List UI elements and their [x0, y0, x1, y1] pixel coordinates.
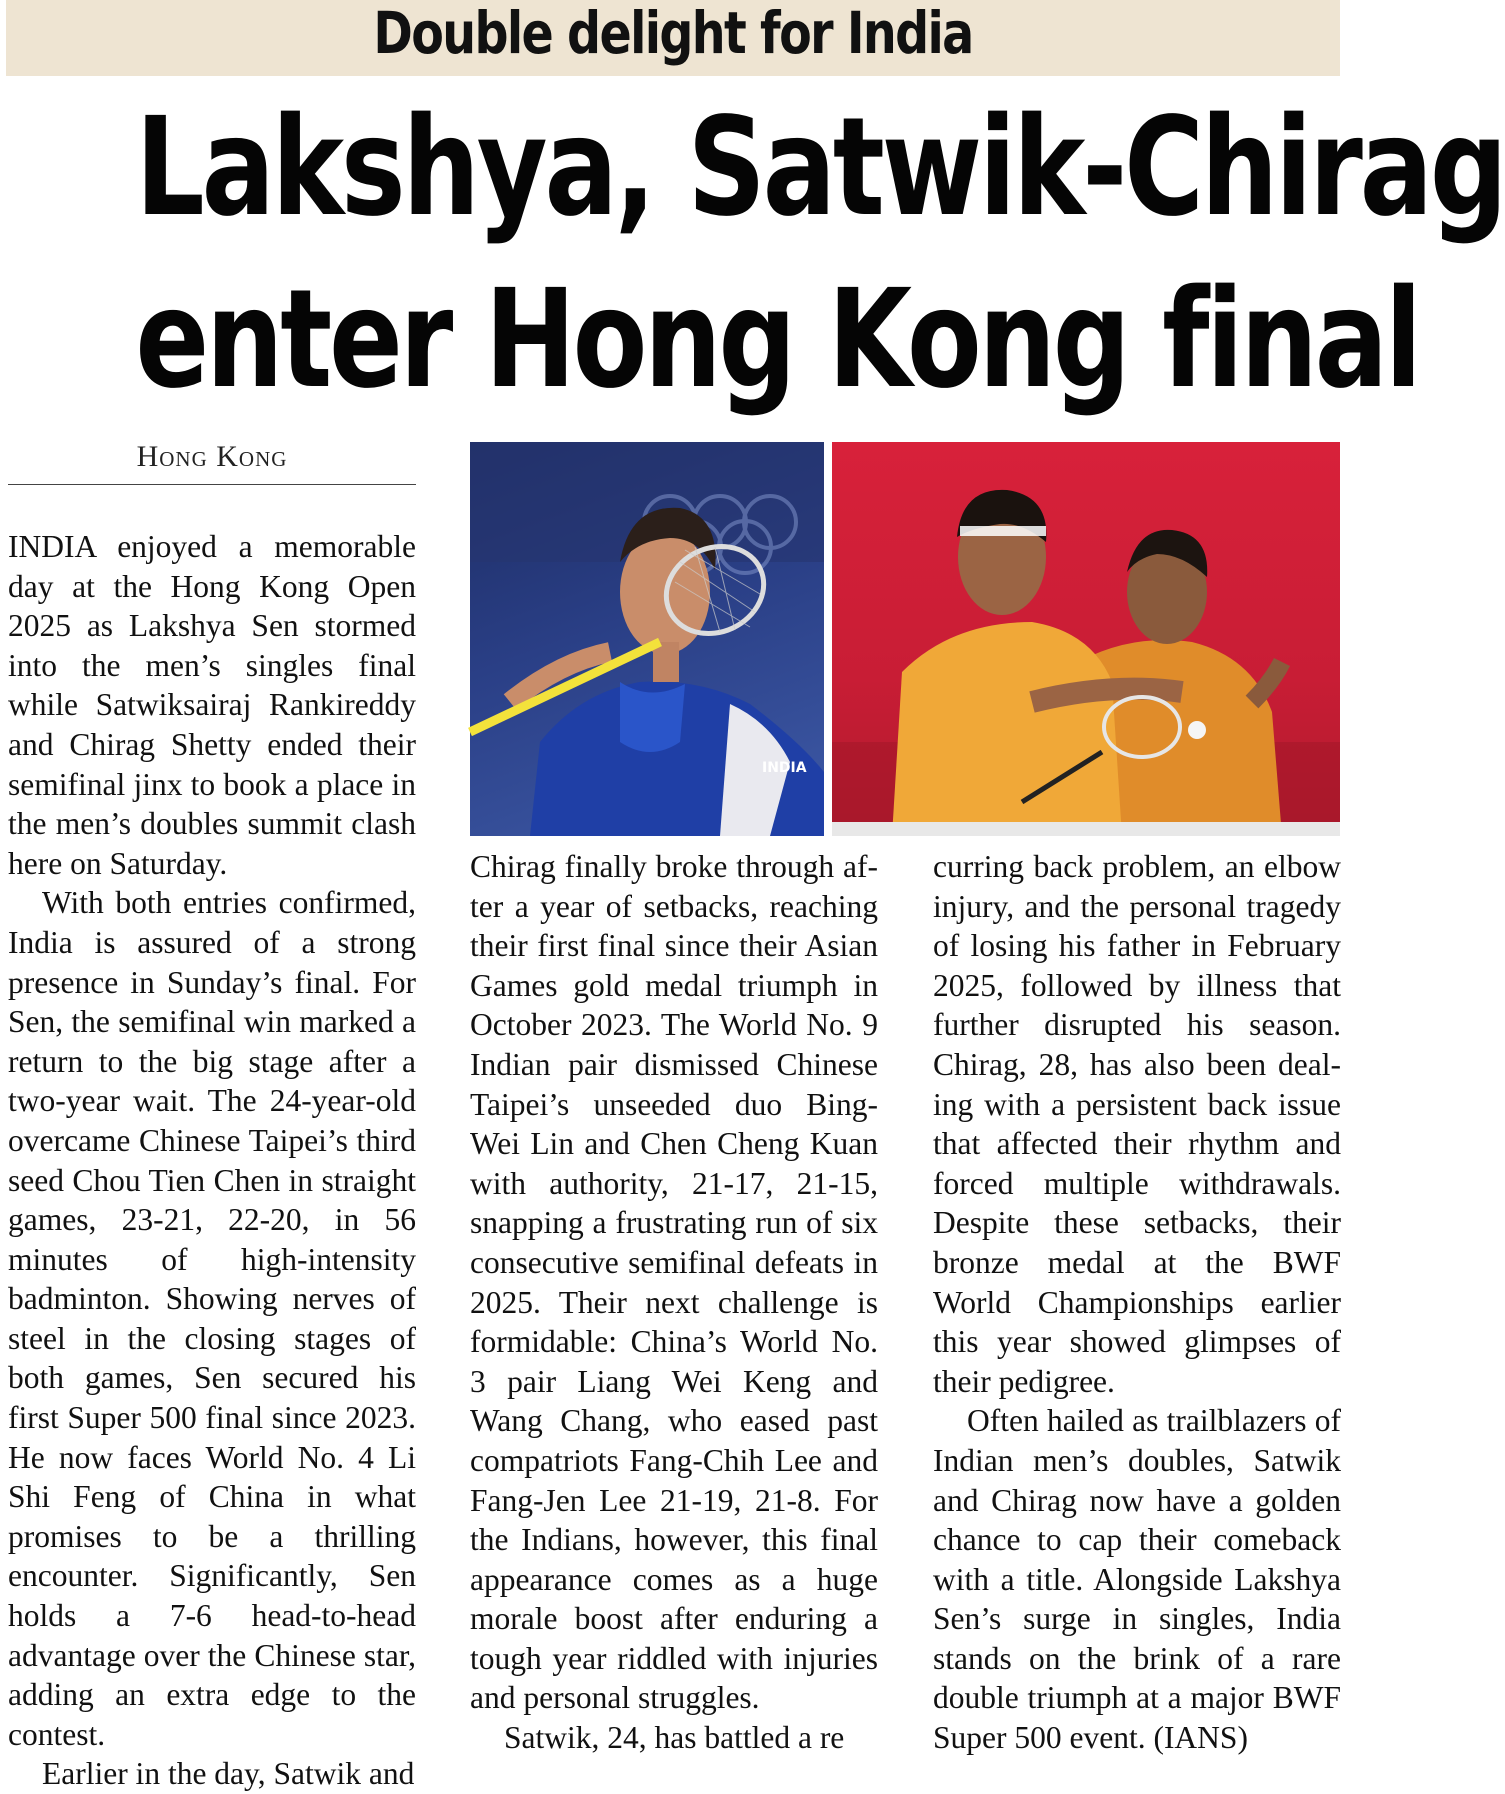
headline-line-1: Lakshya, Satwik-Chirag: [135, 89, 1505, 247]
paragraph: Often hailed as trailblazers of Indian men’s doubles, Satwik and Chirag now have a golden chance to cap their comeback with a title. Alongside Lakshya Sen’s surge in singles, India stands on the brink of a rare double triumph at a major BWF Super 500 event. (IANS): [933, 1403, 1341, 1756]
satwik-chirag-photo: [832, 442, 1340, 836]
headline: [0, 82, 1505, 426]
lakshya-sen-photo: [470, 442, 824, 836]
satwik-chirag-illustration: [832, 442, 1340, 836]
paragraph: Earlier in the day, Satwik and: [42, 1756, 415, 1792]
headline-line-2: enter Hong Kong final: [135, 261, 1419, 419]
paragraph: Satwik, 24, has battled a re: [504, 1720, 845, 1756]
article-column-3: [933, 847, 1341, 1758]
paragraph: INDIA enjoyed a memorable day at the Hong Kong Open 2025 as Lakshya Sen stormed into the men’s singles final while Satwiksairaj Rankireddy and Chirag Shetty ended their semifinal jinx to book a place in the men’s doubles summit clash here on Saturday.: [8, 529, 416, 881]
article-column-1: [8, 527, 416, 1794]
kicker: Double delight for India: [373, 0, 973, 67]
jersey-text: INDIA: [762, 760, 807, 776]
dateline-rule: [8, 484, 416, 485]
paragraph: Chirag finally broke through after a year of setbacks, reaching their first final since their Asian Games gold medal triumph in October 2023. The World No. 9 Indian pair dismissed Chinese Taipei’s unseeded duo Bing-Wei Lin and Chen Cheng Kuan with authority, 21-17, 21-15, snapping a frustrating run of six consecutive semifinal defeats in 2025. Their next challenge is formidable: China’s World No. 3 pair Liang Wei Keng and Wang Chang, who eased past compatriots Fang-Chih Lee and Fang-Jen Lee 21-19, 21-8. For the Indians, however, this final appearance comes as a huge morale boost after enduring a tough year riddled with injuries and personal struggles.: [470, 849, 878, 1716]
lakshya-sen-illustration: [470, 442, 824, 836]
dateline: Hong Kong: [136, 440, 288, 473]
article-column-2: [470, 847, 878, 1758]
paragraph: With both entries confirmed, India is assured of a strong presence in Sunday’s final. For Sen, the semifinal win marked a return to the big stage after a two-year wait. The 24-year-old overcame Chinese Taipei’s third seed Chou Tien Chen in straight games, 23-21, 22-20, in 56 minutes of high-intensity badminton. Showing nerves of steel in the closing stages of both games, Sen secured his first Super 500 final since 2023. He now faces World No. 4 Li Shi Feng of China in what promises to be a thrilling encounter. Significantly, Sen holds a 7-6 head-to-head advantage over the Chinese star, adding an extra edge to the contest.: [8, 885, 416, 1752]
paragraph: curring back problem, an elbow injury, and the personal tragedy of losing his father in February 2025, followed by illness that further disrupted his season. Chirag, 28, has also been dealing with a persistent back issue that affected their rhythm and forced multiple withdrawals. Despite these setbacks, their bronze medal at the BWF World Championships earlier this year showed glimpses of their pedigree.: [933, 849, 1341, 1399]
